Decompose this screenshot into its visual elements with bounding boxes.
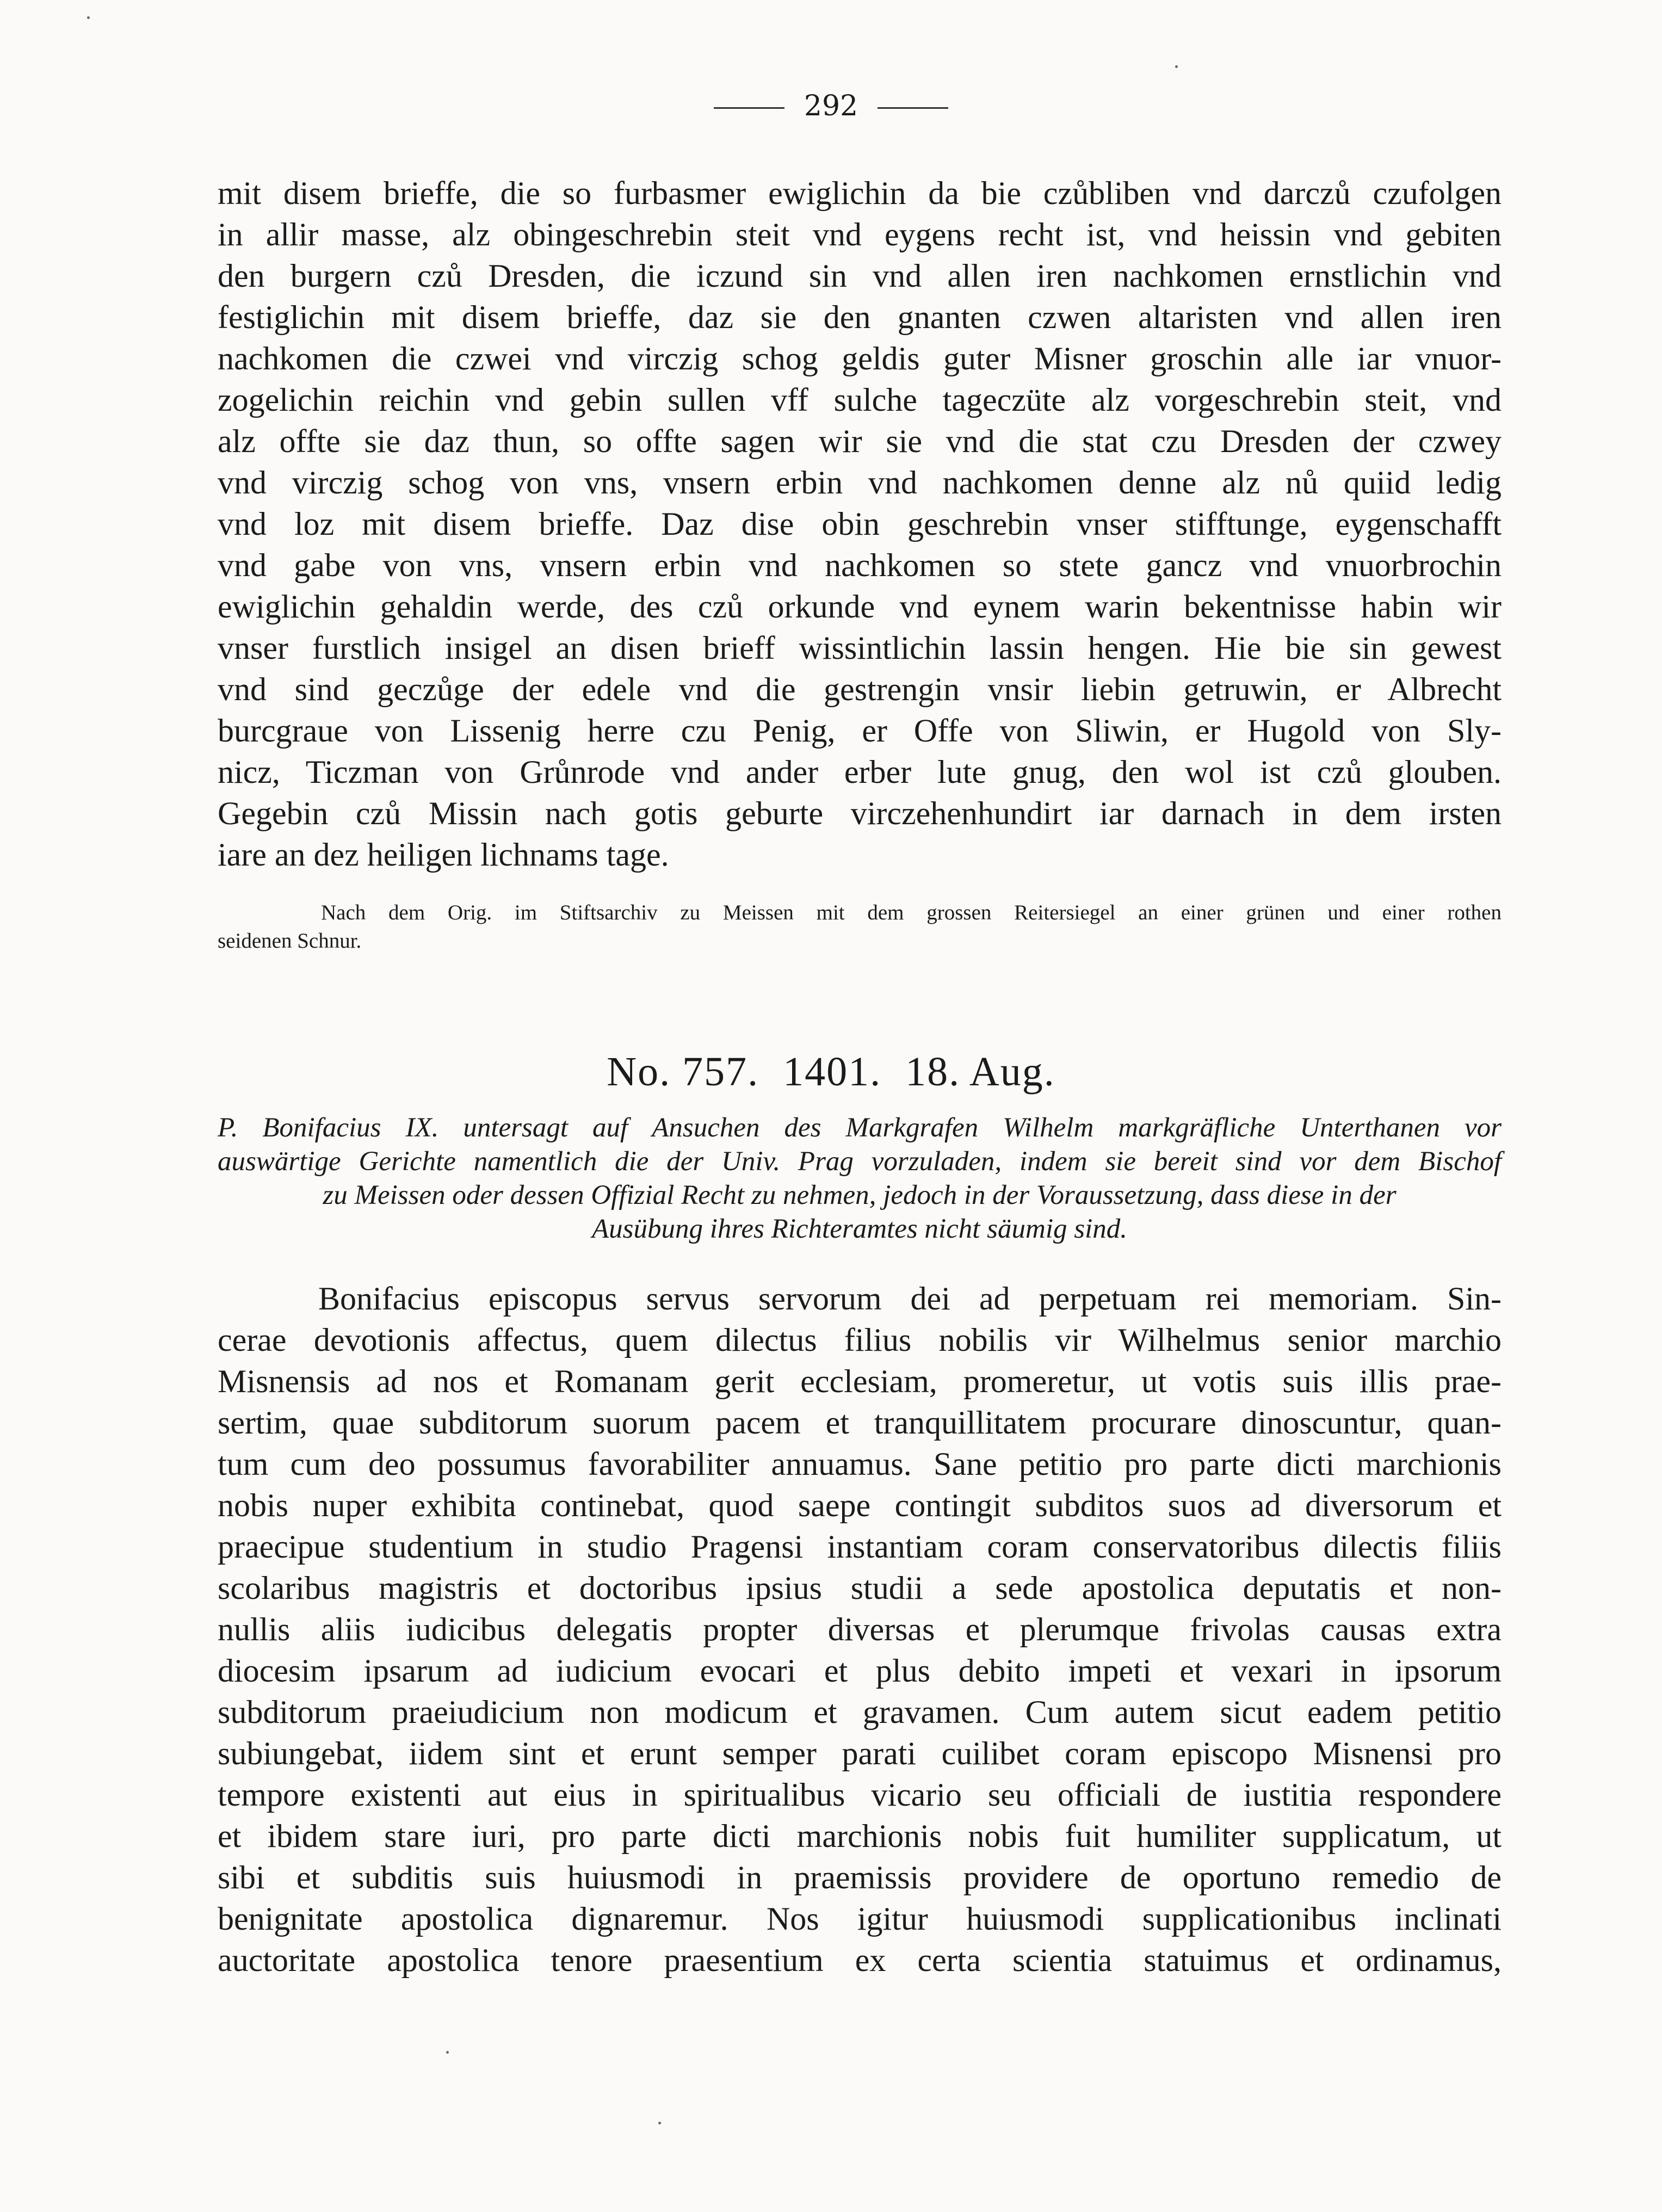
text-line: diocesim ipsarum ad iudicium evocari et plus debito impeti et vexari in ipsorum	[218, 1653, 1502, 1689]
summary-line: Ausübung ihres Richteramtes nicht säumig sind.	[591, 1214, 1128, 1244]
text-line: burcgraue von Lissenig herre czu Penig, er Offe von Sliwin, er Hugold von Sly-	[218, 713, 1502, 749]
text-line: den burgern czů Dresden, die iczund sin vnd allen iren nachkomen ernstlichin vnd	[218, 258, 1502, 294]
text-line: sibi et subditis suis huiusmodi in praemissis providere de oportuno remedio de	[218, 1859, 1502, 1895]
text-line: auctoritate apostolica tenore praesentium ex certa scientia statuimus et ordinamus,	[218, 1942, 1502, 1978]
text-line: vnd loz mit disem brieffe. Daz dise obin geschrebin vnser stifftunge, eygenschafft	[218, 506, 1502, 542]
text-line: alz offte sie daz thun, so offte sagen wir sie vnd die stat czu Dresden der czwey	[218, 423, 1502, 459]
text-line: Misnensis ad nos et Romanam gerit ecclesiam, promeretur, ut votis suis illis prae-	[218, 1363, 1502, 1399]
scan-speck	[446, 2051, 449, 2054]
text-line: scolaribus magistris et doctoribus ipsius studii a sede apostolica deputatis et non-	[218, 1570, 1502, 1606]
scan-speck	[1175, 65, 1178, 68]
text-line: tum cum deo possumus favorabiliter annuamus. Sane petitio pro parte dicti marchionis	[218, 1446, 1502, 1482]
text-line: subditorum praeiudicium non modicum et gravamen. Cum autem sicut eadem petitio	[218, 1694, 1502, 1730]
document-year: 1401.	[783, 1049, 882, 1095]
text-line: nobis nuper exhibita continebat, quod saepe contingit subditos suos ad diversorum et	[218, 1487, 1502, 1523]
text-line: vnd virczig schog von vns, vnsern erbin vnd nachkomen denne alz nů quiid ledig	[218, 465, 1502, 501]
left-rule	[714, 107, 784, 109]
text-line: nicz, Ticzman von Grůnrode vnd ander erber lute gnug, den wol ist czů glouben.	[218, 754, 1502, 790]
document-heading	[0, 1045, 1662, 1099]
text-line: in allir masse, alz obingeschrebin steit vnd eygens recht ist, vnd heissin vnd gebiten	[218, 217, 1502, 252]
footnote-line: seidenen Schnur.	[218, 929, 362, 953]
text-line: Bonifacius episcopus servus servorum dei ad perpetuam rei memoriam. Sin-	[318, 1281, 1502, 1317]
page-number: 292	[804, 90, 858, 122]
text-line: zogelichin reichin vnd gebin sullen vff sulche tageczüte alz vorgeschrebin steit, vnd	[218, 382, 1502, 418]
summary-line: P. Bonifacius IX. untersagt auf Ansuchen des Markgrafen Wilhelm markgräfliche Unterthanen vor	[218, 1113, 1502, 1143]
text-line: nachkomen die czwei vnd virczig schog geldis guter Misner groschin alle iar vnuor-	[218, 341, 1502, 376]
document-date: 18. Aug.	[905, 1049, 1055, 1095]
right-rule	[878, 107, 948, 109]
scan-speck	[658, 2122, 661, 2124]
text-line: vnd sind geczůge der edele vnd die gestrengin vnsir liebin getruwin, er Albrecht	[218, 671, 1502, 707]
page-number-header	[0, 87, 1662, 125]
text-line: benignitate apostolica dignaremur. Nos igitur huiusmodi supplicationibus inclinati	[218, 1901, 1502, 1937]
footnote-line: Nach dem Orig. im Stiftsarchiv zu Meissen mit dem grossen Reitersiegel an einer grünen und einer rothen	[321, 901, 1502, 924]
summary-line: auswärtige Gerichte namentlich die der Univ. Prag vorzuladen, indem sie bereit sind vor dem Bischof	[218, 1146, 1502, 1177]
text-line: iare an dez heiligen lichnams tage.	[218, 837, 669, 873]
text-line: vnd gabe von vns, vnsern erbin vnd nachkomen so stete gancz vnd vnuorbrochin	[218, 547, 1502, 583]
text-line: praecipue studentium in studio Pragensi instantiam coram conservatoribus dilectis filiis	[218, 1529, 1502, 1565]
text-line: et ibidem stare iuri, pro parte dicti marchionis nobis fuit humiliter supplicatum, ut	[218, 1818, 1502, 1854]
text-line: sertim, quae subditorum suorum pacem et tranquillitatem procurare dinoscuntur, quan-	[218, 1405, 1502, 1441]
text-line: mit disem brieffe, die so furbasmer ewiglichin da bie czůbliben vnd darczů czufolgen	[218, 175, 1502, 211]
summary-line: zu Meissen oder dessen Offizial Recht zu nehmen, jedoch in der Voraussetzung, dass diese in der	[323, 1180, 1397, 1210]
text-line: vnser furstlich insigel an disen brieff wissintlichin lassin hengen. Hie bie sin gewest	[218, 630, 1502, 666]
text-line: nullis aliis iudicibus delegatis propter diversas et plerumque frivolas causas extra	[218, 1611, 1502, 1647]
text-line: tempore existenti aut eius in spiritualibus vicario seu officiali de iustitia respondere	[218, 1777, 1502, 1813]
text-line: ewiglichin gehaldin werde, des czů orkunde vnd eynem warin bekentnisse habin wir	[218, 589, 1502, 625]
scan-speck	[87, 16, 90, 19]
text-line: cerae devotionis affectus, quem dilectus filius nobilis vir Wilhelmus senior marchio	[218, 1322, 1502, 1358]
document-number: No. 757.	[607, 1049, 759, 1095]
text-line: subiungebat, iidem sint et erunt semper parati cuilibet coram episcopo Misnensi pro	[218, 1735, 1502, 1771]
text-line: Gegebin czů Missin nach gotis geburte virczehenhundirt iar darnach in dem irsten	[218, 795, 1502, 831]
text-line: festiglichin mit disem brieffe, daz sie den gnanten czwen altaristen vnd allen iren	[218, 299, 1502, 335]
